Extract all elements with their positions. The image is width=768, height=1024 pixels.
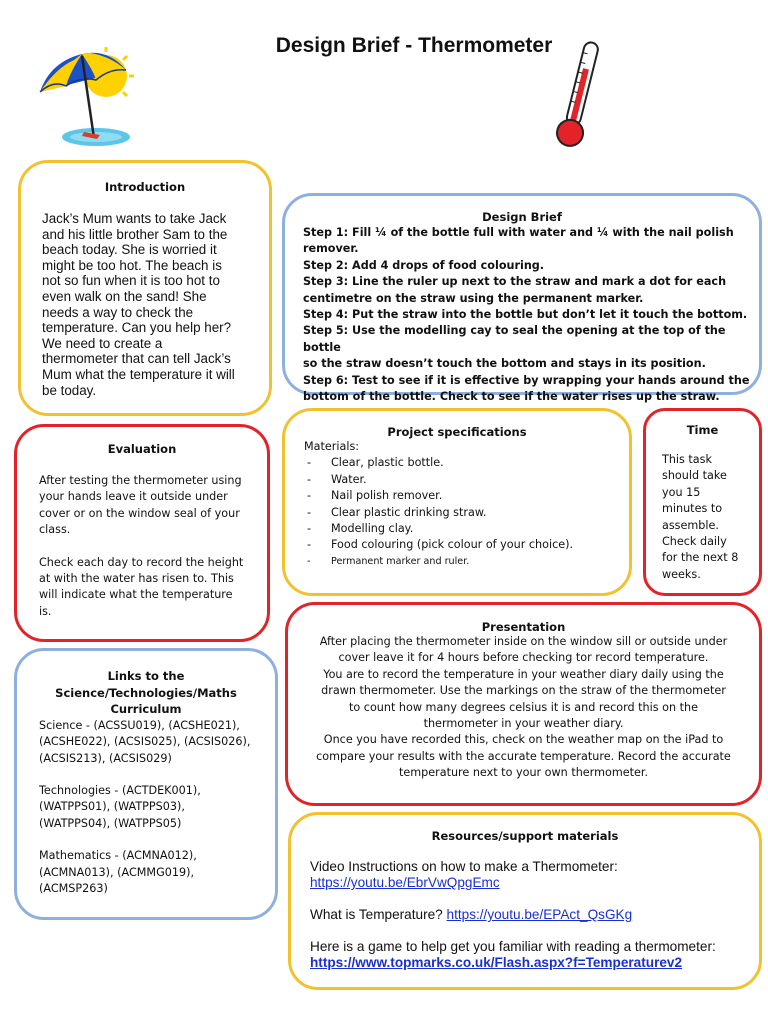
resources-heading: Resources/support materials [431, 829, 619, 843]
resources-text: Video Instructions on how to make a Thermometer: https://youtu.be/EbrVwQpgEmc What is Temperature? https://youtu.be/EPAct_QsGKg Here is a game to help get you familiar with reading a thermometer: https://www.topmarks.co.uk/Flash.aspx?f=Temperaturev2 [310, 859, 716, 970]
what-is-temperature-link[interactable]: https://youtu.be/EPAct_QsGKg [446, 907, 633, 922]
introduction-heading: Introduction [104, 180, 186, 194]
list-item: - Food colouring (pick colour of your choice). [307, 538, 574, 552]
introduction-text: Jack’s Mum wants to take Jack and his little brother Sam to the beach today. She is worried it might be too hot. The beach is not so fun when it is too hot to even walk on the sand! She needs a way to check the temperature. Can you help her? We need to create a thermometer that can tell Jack’s Mum what the temperature it will be today. [42, 211, 235, 398]
evaluation-text: After testing the thermometer using your hands leave it outside under cover or on the window seal of your class. Check each day to record the height at with the water has risen to. This will indicate what the temperature is. [39, 474, 244, 618]
design-brief-steps: Step 1: Fill ¼ of the bottle full with water and ¼ with the nail polish remover. Step 2: Add 4 drops of food colouring. Step 3: Line the ruler up next to the straw and mark a dot for each centimetre on the straw using the permanent marker. Step 4: Put the straw into the bottle but don’t let it touch the bottom. Step 5: Use the modelling cay to seal the opening at the top of the bottle so the straw doesn’t touch the bottom and stays in its position. Step 6: Test to see if it is effective by wrapping your hands around the bottom of the bottle. Check to see if the water rises up the straw. [303, 226, 750, 404]
design-brief-heading: Design Brief [482, 210, 562, 224]
time-heading: Time [686, 423, 719, 437]
materials-list [285, 455, 629, 570]
thermometer-game-link[interactable]: https://www.topmarks.co.uk/Flash.aspx?f=Temperaturev2 [310, 955, 683, 970]
presentation-text: After placing the thermometer inside on the window sill or outside under cover leave it for 4 hours before checking tor record temperature. You are to record the temperature in your weather diary daily using the drawn thermometer. Use the markings on the straw of the thermometer to count how many degrees celsius it is and record this on the thermometer in your weather diary. Once you have recorded this, check on the weather map on the iPad to compare your results with the accurate temperature. Record the accurate temperature next to your own thermometer. [316, 635, 731, 780]
list-item: - Nail polish remover. [307, 489, 443, 503]
curriculum-links-text: Science - (ACSSU019), (ACSHE021), (ACSHE022), (ACSIS025), (ACSIS026), (ACSIS213), (ACSIS029) Technologies - (ACTDEK001), (WATPPS01), (WATPPS03), (WATPPS04), (WATPPS05) Mathematics - (ACMNA012), (ACMNA013), (ACMMG019), (ACMSP263) [39, 718, 251, 896]
time-text: This task should take you 15 minutes to assemble. Check daily for the next 8 weeks. [662, 453, 739, 581]
list-item: - Clear, plastic bottle. [307, 456, 444, 470]
time-box [643, 408, 762, 596]
introduction-box [18, 160, 272, 416]
list-item: - Modelling clay. [307, 522, 414, 536]
curriculum-links-heading: Links to the Science/Technologies/Maths Curriculum [55, 669, 237, 717]
evaluation-heading: Evaluation [107, 442, 177, 456]
beach-umbrella-icon [30, 42, 140, 152]
resources-box [288, 812, 762, 990]
presentation-box [285, 602, 762, 806]
project-specifications-heading: Project specifications [387, 425, 527, 439]
list-item: - Water. [307, 472, 367, 486]
design-brief-box [282, 193, 762, 404]
materials-label: Materials: [304, 440, 360, 453]
presentation-heading: Presentation [481, 620, 566, 634]
list-item: - Clear plastic drinking straw. [307, 505, 487, 519]
video-instructions-link[interactable]: https://youtu.be/EbrVwQpgEmc [310, 875, 500, 890]
evaluation-box [14, 424, 270, 642]
curriculum-links-box [14, 648, 278, 920]
project-specifications-box [282, 408, 632, 596]
list-item: - Permanent marker and ruler. [307, 555, 470, 567]
page-title: Design Brief - Thermometer [275, 34, 553, 57]
thermometer-icon [552, 38, 606, 156]
